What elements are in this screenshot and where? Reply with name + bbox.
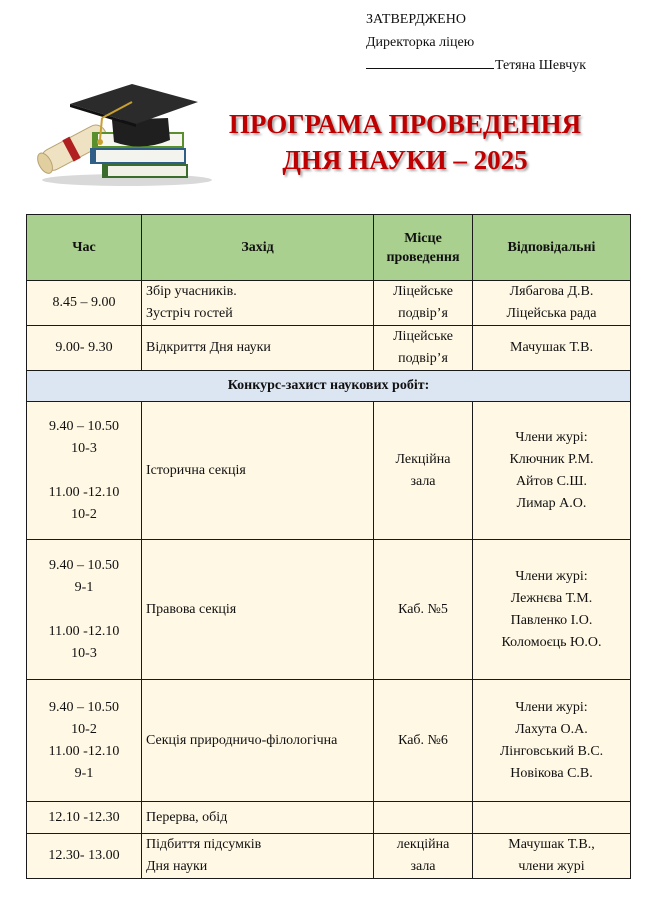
row-time: 9.40 – 10.50 10-3 11.00 -12.10 10-2: [27, 402, 142, 540]
row-place: Каб. №6: [374, 680, 473, 802]
row-event: Збір учасників. Зустріч гостей: [142, 281, 374, 326]
row-time: 9.40 – 10.50 10-2 11.00 -12.10 9-1: [27, 680, 142, 802]
section-title: Конкурс-захист наукових робіт:: [27, 371, 631, 402]
row-place: Ліцейське подвір’я: [374, 281, 473, 326]
title-line-2: ДНЯ НАУКИ – 2025: [282, 145, 528, 175]
row-event: Правова секція: [142, 540, 374, 680]
row-responsible: [473, 802, 631, 834]
row-place: Лекційна зала: [374, 402, 473, 540]
row-time: 9.40 – 10.50 9-1 11.00 -12.10 10-3: [27, 540, 142, 680]
row-place: Ліцейське подвір’я: [374, 326, 473, 371]
row-place: лекційна зала: [374, 834, 473, 879]
table-row: [27, 802, 631, 834]
signature-line: [366, 54, 494, 69]
row-responsible: Мачушак Т.В.: [473, 326, 631, 371]
row-responsible: Лябагова Д.В. Ліцейська рада: [473, 281, 631, 326]
section-header-row: [27, 371, 631, 402]
header-responsible: Відповідальні: [473, 215, 631, 281]
row-time: 8.45 – 9.00: [27, 281, 142, 326]
row-event: Підбиття підсумків Дня науки: [142, 834, 374, 879]
header-time: Час: [27, 215, 142, 281]
header-event: Захід: [142, 215, 374, 281]
approval-signature: [366, 54, 586, 77]
table-row: [27, 540, 631, 680]
row-event: Секція природничо-філологічна: [142, 680, 374, 802]
row-responsible: Мачушак Т.В., члени журі: [473, 834, 631, 879]
table-row: [27, 834, 631, 879]
row-time: 9.00- 9.30: [27, 326, 142, 371]
page-title: [200, 106, 610, 178]
row-place: Каб. №5: [374, 540, 473, 680]
row-event: Відкриття Дня науки: [142, 326, 374, 371]
table-header-row: [27, 215, 631, 281]
approval-block: [366, 8, 586, 77]
row-responsible: Члени журі: Лежнєва Т.М. Павленко І.О. Коломоєць Ю.О.: [473, 540, 631, 680]
table-row: [27, 402, 631, 540]
approval-title: ЗАТВЕРДЖЕНО: [366, 12, 466, 27]
table-row: [27, 281, 631, 326]
row-event: Перерва, обід: [142, 802, 374, 834]
approval-signer: Тетяна Шевчук: [495, 58, 587, 73]
row-place: [374, 802, 473, 834]
row-time: 12.30- 13.00: [27, 834, 142, 879]
table-row: [27, 326, 631, 371]
row-time: 12.10 -12.30: [27, 802, 142, 834]
header-place: Місце проведення: [374, 215, 473, 281]
row-event: Історична секція: [142, 402, 374, 540]
approval-position: Директорка ліцею: [366, 35, 475, 50]
graduation-cap-books-diploma-icon: [32, 80, 212, 188]
program-table: [26, 214, 631, 879]
table-row: [27, 680, 631, 802]
row-responsible: Члени журі: Лахута О.А. Лінговський В.С. Новікова С.В.: [473, 680, 631, 802]
row-responsible: Члени журі: Ключник Р.М. Айтов С.Ш. Лимар А.О.: [473, 402, 631, 540]
title-line-1: ПРОГРАМА ПРОВЕДЕННЯ: [228, 109, 582, 139]
